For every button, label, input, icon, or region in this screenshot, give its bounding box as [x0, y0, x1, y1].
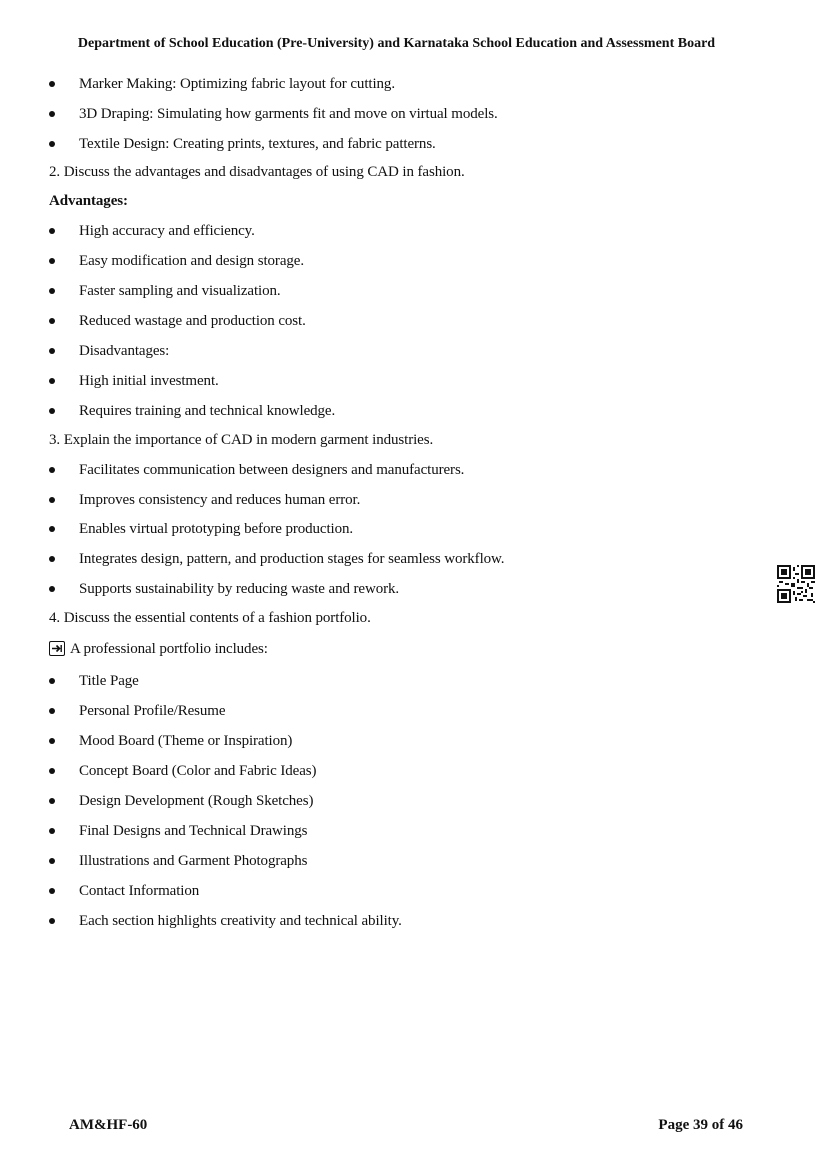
bullet-icon — [49, 348, 55, 354]
list-item-text: High accuracy and efficiency. — [79, 223, 255, 239]
question-text: 4. Discuss the essential contents of a fashion portfolio. — [49, 610, 371, 626]
bullet-icon — [49, 738, 55, 744]
list-item-text: Title Page — [79, 673, 139, 689]
list-item-text: Design Development (Rough Sketches) — [79, 793, 314, 809]
list-item-text: Easy modification and design storage. — [79, 253, 304, 269]
list-item-text: Supports sustainability by reducing waste and rework. — [79, 581, 400, 597]
bullet-icon — [49, 858, 55, 864]
bullet-icon — [49, 81, 55, 87]
list-item-text: Requires training and technical knowledge. — [79, 403, 336, 419]
question-text: 3. Explain the importance of CAD in modern garment industries. — [49, 432, 434, 448]
bullet-icon — [49, 918, 55, 924]
bullet-icon — [49, 556, 55, 562]
bullet-icon — [49, 888, 55, 894]
section-heading: Advantages: — [49, 193, 128, 209]
bullet-icon — [49, 828, 55, 834]
list-item-text: Each section highlights creativity and technical ability. — [79, 913, 402, 929]
arrow-right-box-icon — [49, 641, 65, 656]
bullet-icon — [49, 526, 55, 532]
list-item-text: Facilitates communication between designers and manufacturers. — [79, 462, 465, 478]
bullet-icon — [49, 318, 55, 324]
bullet-icon — [49, 141, 55, 147]
list-item-text: Contact Information — [79, 883, 200, 899]
bullet-icon — [49, 228, 55, 234]
arrow-line — [49, 640, 268, 658]
list-item-text: Marker Making: Optimizing fabric layout for cutting. — [79, 76, 395, 92]
page-header: Department of School Education (Pre-University) and Karnataka School Education and Assessment Board — [77, 36, 716, 51]
bullet-icon — [49, 111, 55, 117]
list-item-text: Concept Board (Color and Fabric Ideas) — [79, 763, 317, 779]
bullet-icon — [49, 768, 55, 774]
list-item-text: Illustrations and Garment Photographs — [79, 853, 308, 869]
list-item-text: Faster sampling and visualization. — [79, 283, 281, 299]
list-item-text: Textile Design: Creating prints, textures, and fabric patterns. — [79, 136, 436, 152]
list-item-text: High initial investment. — [79, 373, 219, 389]
list-item-text: Disadvantages: — [79, 343, 170, 359]
bullet-icon — [49, 497, 55, 503]
list-item-text: Personal Profile/Resume — [79, 703, 226, 719]
list-item-text: Enables virtual prototyping before production. — [79, 521, 354, 537]
question-text: 2. Discuss the advantages and disadvantages of using CAD in fashion. — [49, 164, 465, 180]
bullet-icon — [49, 678, 55, 684]
bullet-icon — [49, 258, 55, 264]
bullet-icon — [49, 586, 55, 592]
list-item-text: Final Designs and Technical Drawings — [79, 823, 308, 839]
arrow-line-text: A professional portfolio includes: — [70, 641, 268, 657]
bullet-icon — [49, 408, 55, 414]
document-code: AM&HF-60 — [69, 1117, 148, 1133]
bullet-icon — [49, 798, 55, 804]
bullet-icon — [49, 708, 55, 714]
list-item-text: Reduced wastage and production cost. — [79, 313, 306, 329]
list-item-text: Improves consistency and reduces human error. — [79, 492, 361, 508]
list-item-text: Integrates design, pattern, and production stages for seamless workflow. — [79, 551, 505, 567]
list-item-text: 3D Draping: Simulating how garments fit and move on virtual models. — [79, 106, 498, 122]
page-number: Page 39 of 46 — [658, 1117, 743, 1133]
bullet-icon — [49, 467, 55, 473]
list-item-text: Mood Board (Theme or Inspiration) — [79, 733, 293, 749]
bullet-icon — [49, 288, 55, 294]
bullet-icon — [49, 378, 55, 384]
qr-code-icon — [777, 565, 815, 603]
